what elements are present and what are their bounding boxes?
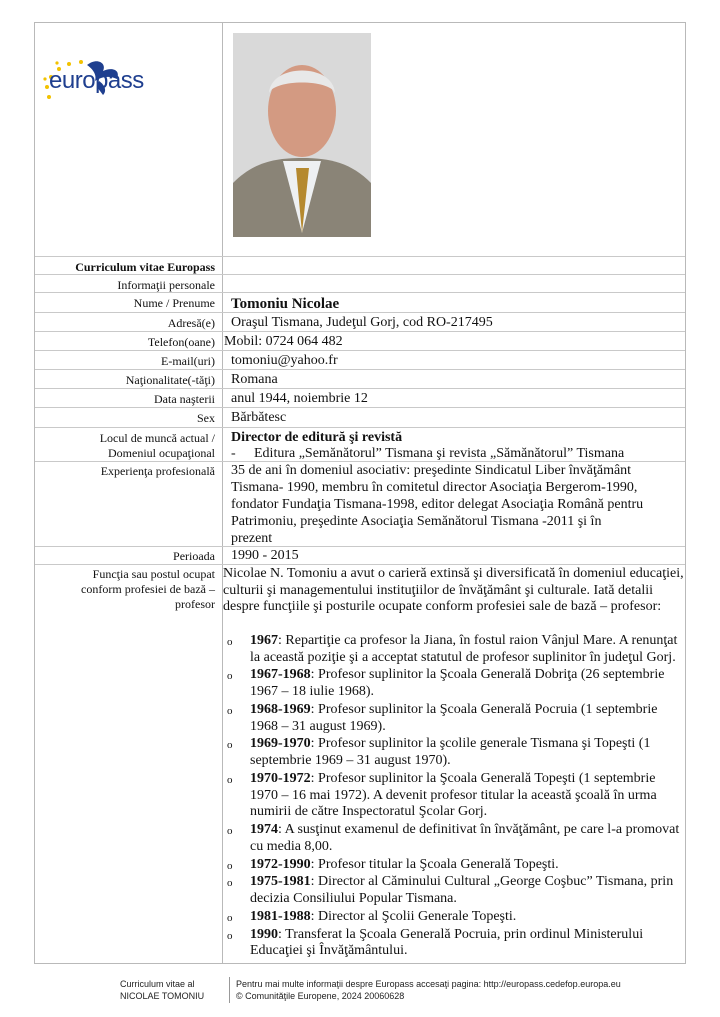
cv-page [34, 22, 686, 964]
bullet-circle-icon: o [227, 929, 233, 942]
list-item [223, 771, 685, 821]
label-name: Nume / Prenume [133, 296, 215, 310]
label-current-job-1: Locul de muncă actual / [99, 431, 215, 445]
career-text: : Repartiţie ca profesor la Jiana, în fostul raion Vânjul Mare. A renunţat la această poziţie şi a acceptat statutul de profesor suplinitor în judeţul Gorj. [250, 633, 678, 665]
label-nationality: Naţionalitate(-tăţi) [125, 373, 215, 387]
profile-photo [233, 33, 371, 237]
row-line [35, 274, 685, 275]
career-year: 1970-1972 [250, 770, 311, 786]
row-line [35, 407, 685, 408]
row-line [35, 369, 685, 370]
career-text: : Profesor titular la Şcoala Generală Topeşti. [310, 856, 559, 872]
bullet-circle-icon: o [227, 825, 233, 838]
list-item [223, 667, 685, 700]
value-current-job-detail: Editura „Semănătorul” Tismana şi revista „Sămănătorul” Tismana [254, 446, 625, 461]
row-line [35, 427, 685, 428]
bullet-circle-icon: o [227, 877, 233, 890]
list-item [223, 857, 685, 874]
career-text: : Profesor suplinitor la şcolile generale Tismana şi Topeşti (1 septembrie 1969 – 31 august 1970). [250, 736, 651, 769]
label-function-3: profesor [175, 597, 215, 611]
career-year: 1981-1988 [250, 908, 311, 924]
career-year: 1975-1981 [250, 874, 311, 890]
experience-line: 35 de ani în domeniul asociativ: preşedinte Sindicatul Liber învăţământ [231, 463, 632, 478]
footer-left [120, 978, 204, 1002]
label-current-job-2: Domeniul ocupaţional [108, 446, 215, 460]
career-text: : Profesor suplinitor la Şcoala Generală Dobriţa (26 septembrie 1967 – 18 iulie 1968). [250, 667, 665, 700]
value-nationality: Romana [231, 372, 278, 387]
footer-cv-label: Curriculum vitae al [120, 979, 195, 989]
value-email: tomoniu@yahoo.fr [231, 353, 338, 368]
experience-line: Patrimoniu, preşedinte Asociaţia Semănătorul Tismana -2011 şi în [231, 514, 602, 529]
label-function-1: Funcţia sau postul ocupat [92, 567, 215, 581]
value-address: Oraşul Tismana, Judeţul Gorj, cod RO-217495 [231, 315, 493, 330]
label-email: E-mail(uri) [161, 354, 215, 368]
row-line [35, 331, 685, 332]
bullet-circle-icon: o [227, 739, 233, 752]
cv-heading: Curriculum vitae Europass [75, 260, 215, 274]
row-line [35, 546, 685, 547]
value-birthdate: anul 1944, noiembrie 12 [231, 391, 368, 406]
list-item [223, 633, 685, 666]
label-birthdate: Data naşterii [154, 392, 215, 406]
list-item [223, 874, 685, 907]
career-text: : A susţinut examenul de definitivat în învăţământ, pe care l-a promovat cu media 8,00. [250, 822, 680, 854]
list-item [223, 909, 685, 926]
section-label-personal: Informaţii personale [117, 278, 215, 292]
footer-copyright: © Comunităţile Europene, 2024 20060628 [236, 991, 405, 1001]
experience-line: fondator Fundaţia Tismana-1998, editor delegat Asociaţia Română pentru [231, 497, 644, 512]
label-phone: Telefon(oane) [147, 335, 215, 349]
list-item [223, 736, 685, 769]
career-year: 1972-1990 [250, 856, 311, 872]
value-current-job-title: Director de editură şi revistă [231, 430, 403, 445]
career-text: : Profesor suplinitor la Şcoala Generală Pocruia (1 septembrie 1968 – 31 august 1969). [250, 701, 658, 734]
value-sex: Bărbătesc [231, 410, 287, 425]
label-period: Perioada [173, 549, 215, 563]
value-phone: Mobil: 0724 064 482 [224, 334, 343, 349]
career-year: 1990 [250, 926, 278, 942]
label-experience: Experienţa profesională [100, 464, 215, 478]
label-sex: Sex [197, 411, 215, 425]
bullet-circle-icon: o [227, 859, 233, 872]
list-item [223, 822, 685, 855]
bullet-circle-icon: o [227, 636, 233, 648]
row-line [35, 312, 685, 313]
value-period: 1990 - 2015 [231, 548, 299, 563]
career-text: : Profesor suplinitor la Şcoala Generală Topeşti (1 septembrie 1970 – 16 mai 1972). A devenit profesor titular la această şcoală în urma numirii de către Inspectoratul Şcolar Gorj. [250, 770, 657, 820]
career-year: 1968-1969 [250, 701, 311, 717]
career-list [223, 633, 685, 961]
career-year: 1967 [250, 633, 278, 648]
bullet-circle-icon: o [227, 911, 233, 924]
row-line [35, 388, 685, 389]
person-portrait-icon [233, 33, 371, 237]
bullet-circle-icon: o [227, 773, 233, 786]
value-current-job-dash: - [231, 446, 236, 461]
career-text: : Director al Şcolii Generale Topeşti. [310, 908, 517, 924]
experience-line: Tismana- 1990, membru în comitetul director Asociaţia Bergerom-1990, [231, 480, 638, 495]
row-line [35, 350, 685, 351]
career-text: : Transferat la Şcoala Generală Pocruia, prin ordinul Ministerului Educaţiei şi Învăţământului. [250, 926, 644, 959]
bullet-circle-icon: o [227, 704, 233, 717]
footer-divider [229, 977, 230, 1003]
label-address: Adresă(e) [167, 316, 215, 330]
experience-line: prezent [231, 531, 273, 546]
career-text: : Director al Căminului Cultural „George Coşbuc” Tismana, prin decizia Consiliului Popular Tismana. [250, 874, 674, 906]
career-year: 1967-1968 [250, 667, 311, 683]
footer-info-link: Pentru mai multe informaţii despre Europass accesaţi pagina: http://europass.cedefop.europa.eu [236, 979, 621, 989]
footer-right [236, 978, 621, 1002]
row-line [35, 292, 685, 293]
footer-owner-name: NICOLAE TOMONIU [120, 991, 205, 1001]
row-line [35, 564, 685, 565]
row-line [35, 256, 685, 257]
function-intro: Nicolae N. Tomoniu a avut o carieră extinsă şi diversificată în domeniul educaţiei, culturii şi managementului instituţiilor de învăţământ şi culturale. Iată detalii despre funcţiile şi posturile ocupate conform profesiei sale de bază – profesor: [223, 566, 684, 615]
europass-logo-text: europass [49, 67, 144, 94]
label-function-2: conform profesiei de bază – [81, 582, 215, 596]
bullet-circle-icon: o [227, 670, 233, 683]
list-item [223, 927, 685, 960]
list-item [223, 702, 685, 735]
career-year: 1969-1970 [250, 736, 311, 752]
career-year: 1974 [250, 822, 278, 838]
value-name: Tomoniu Nicolae [231, 296, 340, 312]
